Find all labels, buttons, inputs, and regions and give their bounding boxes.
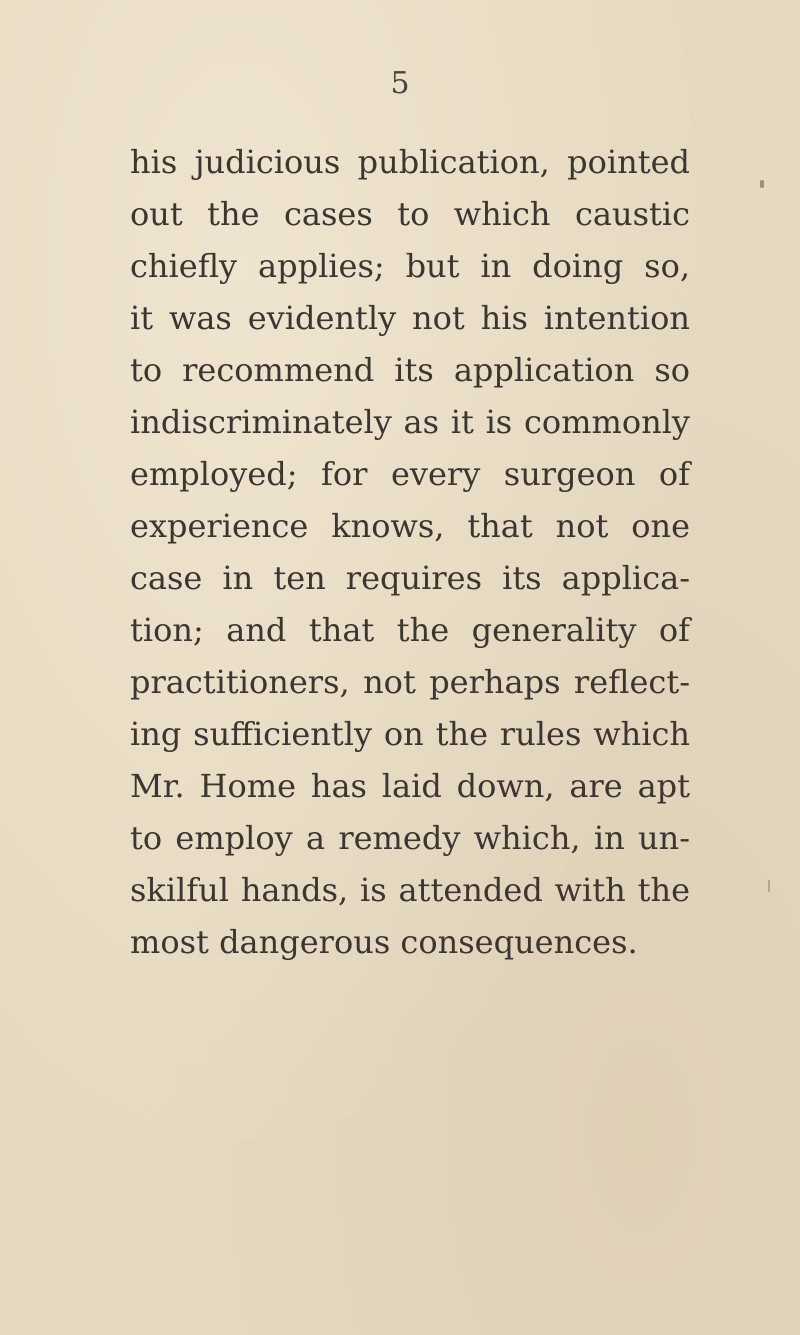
page-number: 5 [390,66,410,101]
text-line: Mr. Home has laid down, are apt [130,767,690,805]
text-line: skilful hands, is attended with the [130,871,690,909]
text-line: employed; for every surgeon of [130,455,690,493]
paper-speck [760,180,764,188]
text-line: most dangerous consequences. [130,923,638,961]
text-line: it was evidently not his intention [130,299,690,337]
text-line: out the cases to which caustic [130,195,690,233]
paper-speck [768,880,770,892]
body-paragraph [130,136,690,968]
text-line: his judicious publication, pointed [130,143,690,181]
text-line: to employ a remedy which, in un- [130,819,690,857]
text-line: chiefly applies; but in doing so, [130,247,690,285]
text-line: ing sufficiently on the rules which [130,715,690,753]
text-line: experience knows, that not one [130,507,690,545]
text-line: tion; and that the generality of [130,611,690,649]
text-line: indiscriminately as it is commonly [130,403,690,441]
text-line: practitioners, not perhaps reflect- [130,663,690,701]
text-line: case in ten requires its applica- [130,559,690,597]
text-line: to recommend its application so [130,351,690,389]
